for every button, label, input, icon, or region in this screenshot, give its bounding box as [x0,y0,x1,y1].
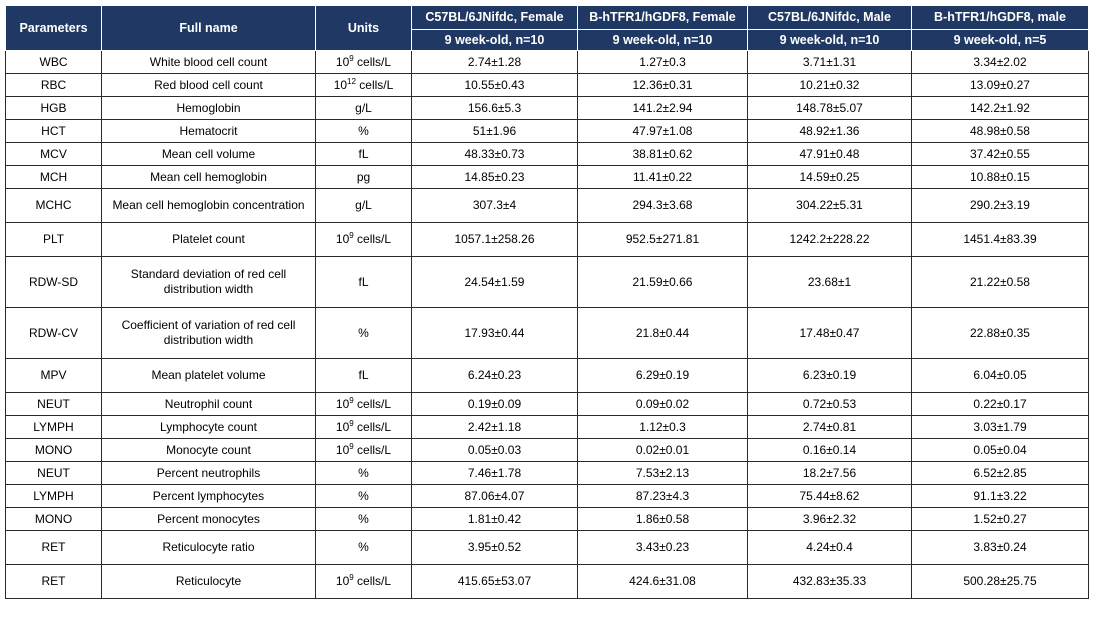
full-name-cell: Standard deviation of red cell distribution width [102,257,316,308]
header-parameters: Parameters [6,6,102,51]
full-name-cell: Mean platelet volume [102,359,316,393]
full-name-cell: Reticulocyte ratio [102,531,316,565]
value-cell: 17.48±0.47 [748,308,912,359]
unit-cell [316,359,412,393]
unit-base: % [358,465,369,480]
table-row [6,462,1089,485]
value-cell: 1057.1±258.26 [412,223,578,257]
value-cell: 38.81±0.62 [578,143,748,166]
table-row [6,393,1089,416]
unit-base: fL [358,146,369,161]
unit-base: g/L [355,198,372,212]
value-cell: 21.22±0.58 [912,257,1089,308]
unit-cell [316,485,412,508]
value-cell: 17.93±0.44 [412,308,578,359]
value-cell: 91.1±3.22 [912,485,1089,508]
header-units: Units [316,6,412,51]
param-cell: HGB [6,97,102,120]
full-name-cell: Hematocrit [102,120,316,143]
value-cell: 22.88±0.35 [912,308,1089,359]
table-row [6,74,1089,97]
unit-rest: cells/L [355,77,394,92]
table-row [6,120,1089,143]
unit-base: fL [358,274,369,289]
full-name-cell: Neutrophil count [102,393,316,416]
value-cell: 4.24±0.4 [748,531,912,565]
value-cell: 47.97±1.08 [578,120,748,143]
table-row [6,97,1089,120]
unit-cell [316,565,412,599]
value-cell: 0.16±0.14 [748,439,912,462]
unit-base: 10 [335,442,350,457]
value-cell: 415.65±53.07 [412,565,578,599]
header-full-name: Full name [102,6,316,51]
unit-exponent: 12 [347,76,356,86]
value-cell: 3.83±0.24 [912,531,1089,565]
header-group-2-sub: 9 week-old, n=10 [578,30,748,51]
value-cell: 48.33±0.73 [412,143,578,166]
unit-cell [316,51,412,74]
value-cell: 3.71±1.31 [748,51,912,74]
unit-cell [316,143,412,166]
value-cell: 14.85±0.23 [412,166,578,189]
table-row [6,439,1089,462]
value-cell: 6.52±2.85 [912,462,1089,485]
value-cell: 148.78±5.07 [748,97,912,120]
unit-exponent: 9 [349,418,354,428]
value-cell: 87.06±4.07 [412,485,578,508]
unit-base: % [358,488,369,503]
value-cell: 304.22±5.31 [748,189,912,223]
table-row [6,143,1089,166]
unit-cell [316,393,412,416]
value-cell: 21.59±0.66 [578,257,748,308]
param-cell: MCV [6,143,102,166]
value-cell: 23.68±1 [748,257,912,308]
full-name-cell: White blood cell count [102,51,316,74]
full-name-cell: Mean cell hemoglobin [102,166,316,189]
param-cell: MONO [6,439,102,462]
unit-cell [316,439,412,462]
table-row [6,416,1089,439]
value-cell: 47.91±0.48 [748,143,912,166]
unit-rest: cells/L [353,574,392,588]
value-cell: 75.44±8.62 [748,485,912,508]
value-cell: 0.19±0.09 [412,393,578,416]
unit-cell [316,223,412,257]
header-group-1-sub: 9 week-old, n=10 [412,30,578,51]
unit-base: 10 [335,396,350,411]
unit-rest: cells/L [353,419,392,434]
unit-cell [316,166,412,189]
full-name-cell: Lymphocyte count [102,416,316,439]
unit-cell [316,308,412,359]
value-cell: 1.27±0.3 [578,51,748,74]
value-cell: 141.2±2.94 [578,97,748,120]
full-name-cell: Reticulocyte [102,565,316,599]
value-cell: 1.86±0.58 [578,508,748,531]
unit-cell [316,120,412,143]
full-name-cell: Percent monocytes [102,508,316,531]
value-cell: 6.04±0.05 [912,359,1089,393]
param-cell: MCHC [6,189,102,223]
unit-cell [316,531,412,565]
param-cell: PLT [6,223,102,257]
unit-base: 10 [335,419,350,434]
value-cell: 18.2±7.56 [748,462,912,485]
unit-exponent: 9 [349,395,354,405]
param-cell: MONO [6,508,102,531]
value-cell: 11.41±0.22 [578,166,748,189]
value-cell: 156.6±5.3 [412,97,578,120]
table-row [6,166,1089,189]
value-cell: 12.36±0.31 [578,74,748,97]
value-cell: 3.96±2.32 [748,508,912,531]
full-name-cell: Monocyte count [102,439,316,462]
value-cell: 10.21±0.32 [748,74,912,97]
unit-rest: cells/L [353,54,392,69]
param-cell: NEUT [6,462,102,485]
unit-cell [316,508,412,531]
hematology-table [5,5,1089,599]
value-cell: 294.3±3.68 [578,189,748,223]
value-cell: 7.46±1.78 [412,462,578,485]
value-cell: 3.95±0.52 [412,531,578,565]
value-cell: 10.88±0.15 [912,166,1089,189]
unit-rest: cells/L [353,442,392,457]
unit-cell [316,257,412,308]
unit-base: fL [358,368,369,382]
unit-rest: cells/L [353,396,392,411]
header-group-3-sub: 9 week-old, n=10 [748,30,912,51]
value-cell: 37.42±0.55 [912,143,1089,166]
unit-exponent: 9 [349,441,354,451]
full-name-cell: Red blood cell count [102,74,316,97]
param-cell: RET [6,565,102,599]
header-group-3: C57BL/6JNifdc, Male [748,6,912,30]
value-cell: 6.24±0.23 [412,359,578,393]
param-cell: RDW-CV [6,308,102,359]
unit-exponent: 9 [349,53,354,63]
value-cell: 2.74±0.81 [748,416,912,439]
value-cell: 1242.2±228.22 [748,223,912,257]
table-row [6,257,1089,308]
param-cell: RDW-SD [6,257,102,308]
value-cell: 6.23±0.19 [748,359,912,393]
table-row [6,508,1089,531]
unit-base: % [358,325,369,340]
full-name-cell: Percent neutrophils [102,462,316,485]
table-row [6,51,1089,74]
value-cell: 1.52±0.27 [912,508,1089,531]
value-cell: 0.05±0.04 [912,439,1089,462]
unit-cell [316,74,412,97]
unit-cell [316,416,412,439]
full-name-cell: Platelet count [102,223,316,257]
param-cell: MPV [6,359,102,393]
value-cell: 0.72±0.53 [748,393,912,416]
unit-exponent: 9 [349,231,354,240]
table-row [6,308,1089,359]
full-name-cell: Coefficient of variation of red cell distribution width [102,308,316,359]
header-group-4-sub: 9 week-old, n=5 [912,30,1089,51]
header-group-4: B-hTFR1/hGDF8, male [912,6,1089,30]
unit-cell [316,189,412,223]
param-cell: HCT [6,120,102,143]
table-row [6,189,1089,223]
value-cell: 13.09±0.27 [912,74,1089,97]
value-cell: 1.12±0.3 [578,416,748,439]
value-cell: 3.43±0.23 [578,531,748,565]
value-cell: 290.2±3.19 [912,189,1089,223]
unit-rest: cells/L [353,232,392,246]
unit-base: % [358,540,369,554]
unit-base: % [358,511,369,526]
param-cell: RBC [6,74,102,97]
value-cell: 307.3±4 [412,189,578,223]
value-cell: 24.54±1.59 [412,257,578,308]
unit-base: 10 [335,232,350,246]
value-cell: 0.05±0.03 [412,439,578,462]
unit-base: % [358,123,369,138]
value-cell: 2.42±1.18 [412,416,578,439]
value-cell: 3.34±2.02 [912,51,1089,74]
table-row [6,565,1089,599]
value-cell: 424.6±31.08 [578,565,748,599]
value-cell: 6.29±0.19 [578,359,748,393]
value-cell: 142.2±1.92 [912,97,1089,120]
value-cell: 1.81±0.42 [412,508,578,531]
full-name-cell: Mean cell volume [102,143,316,166]
full-name-cell: Percent lymphocytes [102,485,316,508]
table-row [6,485,1089,508]
value-cell: 48.98±0.58 [912,120,1089,143]
value-cell: 14.59±0.25 [748,166,912,189]
table-row [6,531,1089,565]
unit-base: 10 [333,77,348,92]
value-cell: 952.5±271.81 [578,223,748,257]
param-cell: RET [6,531,102,565]
unit-base: g/L [355,100,372,115]
value-cell: 1451.4±83.39 [912,223,1089,257]
value-cell: 51±1.96 [412,120,578,143]
param-cell: NEUT [6,393,102,416]
value-cell: 7.53±2.13 [578,462,748,485]
table-row [6,223,1089,257]
unit-exponent: 9 [349,573,354,582]
value-cell: 48.92±1.36 [748,120,912,143]
value-cell: 10.55±0.43 [412,74,578,97]
value-cell: 3.03±1.79 [912,416,1089,439]
table-row [6,359,1089,393]
param-cell: WBC [6,51,102,74]
param-cell: MCH [6,166,102,189]
header-group-2: B-hTFR1/hGDF8, Female [578,6,748,30]
table-body [6,51,1089,599]
value-cell: 0.09±0.02 [578,393,748,416]
header-group-1: C57BL/6JNifdc, Female [412,6,578,30]
unit-cell [316,97,412,120]
full-name-cell: Hemoglobin [102,97,316,120]
unit-base: 10 [335,574,350,588]
value-cell: 0.02±0.01 [578,439,748,462]
value-cell: 87.23±4.3 [578,485,748,508]
value-cell: 21.8±0.44 [578,308,748,359]
full-name-cell: Mean cell hemoglobin concentration [102,189,316,223]
unit-base: pg [356,169,371,184]
param-cell: LYMPH [6,416,102,439]
unit-base: 10 [335,54,350,69]
value-cell: 2.74±1.28 [412,51,578,74]
param-cell: LYMPH [6,485,102,508]
value-cell: 432.83±35.33 [748,565,912,599]
unit-cell [316,462,412,485]
value-cell: 500.28±25.75 [912,565,1089,599]
value-cell: 0.22±0.17 [912,393,1089,416]
